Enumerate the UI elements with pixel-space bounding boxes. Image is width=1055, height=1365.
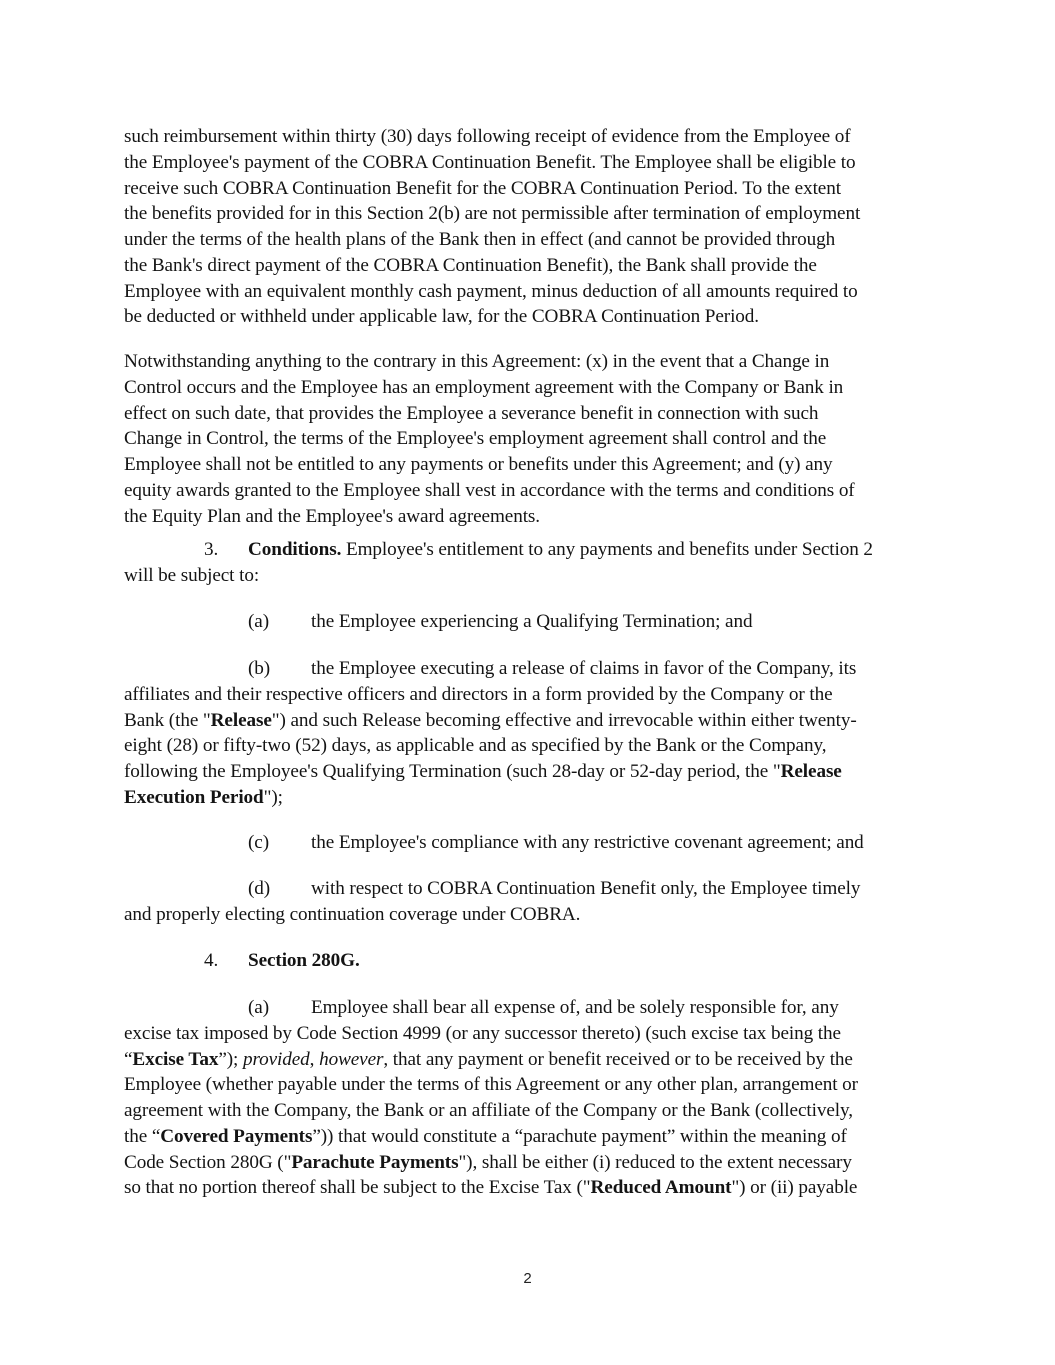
condition-item-b-line-1 xyxy=(124,656,944,682)
text-line: Change in Control, the terms of the Employee's employment agreement shall control and the xyxy=(124,428,827,450)
text-run: ”)) that would constitute a “parachute payment” within the meaning of xyxy=(312,1125,847,1147)
section-4-item-a-line-1 xyxy=(124,995,944,1021)
text-line: the Bank's direct payment of the COBRA Continuation Benefit), the Bank shall provide the xyxy=(124,254,817,276)
defined-term-excise-tax: Excise Tax xyxy=(132,1048,219,1070)
text-run: , that any payment or benefit received or to be received by the xyxy=(383,1048,853,1070)
defined-term-reduced-amount: Reduced Amount xyxy=(590,1177,732,1199)
condition-item-b-line-6 xyxy=(124,785,944,811)
indent xyxy=(124,997,248,1018)
section-4-number: 4. xyxy=(204,950,219,971)
text-line: will be subject to: xyxy=(124,564,260,586)
condition-item-a-line xyxy=(124,609,944,635)
section-3-title: Conditions. xyxy=(248,539,342,560)
item-text: the Employee's compliance with any restrictive covenant agreement; and xyxy=(311,832,864,853)
condition-item-b-line-3 xyxy=(124,708,944,734)
defined-term-parachute-payments: Parachute Payments xyxy=(291,1151,459,1173)
paragraph-notwithstanding xyxy=(124,349,944,529)
text-line: excise tax imposed by Code Section 4999 (or any successor thereto) (such excise tax being the xyxy=(124,1022,841,1044)
italic-however: however xyxy=(319,1048,384,1070)
condition-item-c xyxy=(124,830,944,856)
text-line: under the terms of the health plans of the Bank then in effect (and cannot be provided through xyxy=(124,229,836,250)
text-line: receive such COBRA Continuation Benefit for the COBRA Continuation Period. To the extent xyxy=(124,177,841,199)
text-line: Employee (whether payable under the terms of this Agreement or any other plan, arrangement or xyxy=(124,1074,858,1096)
section-4-item-a-line-8 xyxy=(124,1175,944,1201)
item-text: with respect to COBRA Continuation Benefit only, the Employee timely xyxy=(311,878,861,899)
text-line: eight (28) or fifty-two (52) days, as applicable and as specified by the Bank or the Company, xyxy=(124,735,827,757)
section-4-item-a xyxy=(124,995,944,1201)
text-line: and properly electing continuation coverage under COBRA. xyxy=(124,903,581,925)
text-run: ”); xyxy=(218,1048,243,1070)
text-line: the Employee's payment of the COBRA Continuation Benefit. The Employee shall be eligible to xyxy=(124,151,856,173)
item-label: (b) xyxy=(248,658,271,679)
text-run: , xyxy=(309,1048,320,1070)
text-line: Employee with an equivalent monthly cash payment, minus deduction of all amounts required to xyxy=(124,280,858,302)
condition-item-d xyxy=(124,876,944,928)
text-run: Bank (the " xyxy=(124,709,211,731)
defined-term-release-execution-period-part1: Release xyxy=(780,761,842,782)
section-3-number: 3. xyxy=(204,539,219,560)
indent xyxy=(124,832,248,853)
text-run: the “ xyxy=(124,1125,161,1147)
section-3-conditions xyxy=(124,537,944,589)
page-number: 2 xyxy=(523,1270,532,1287)
text-line: Employee shall not be entitled to any payments or benefits under this Agreement; and (y) any xyxy=(124,454,833,475)
indent xyxy=(124,878,248,899)
section-3-text: Employee's entitlement to any payments and benefits under Section 2 xyxy=(341,539,873,560)
item-label: (a) xyxy=(248,611,269,632)
text-line: equity awards granted to the Employee shall vest in accordance with the terms and conditions of xyxy=(124,479,855,501)
defined-term-release: Release xyxy=(210,709,272,731)
text-run: "), shall be either (i) reduced to the extent necessary xyxy=(458,1151,852,1173)
text-line: effect on such date, that provides the Employee a severance benefit in connection with such xyxy=(124,402,819,424)
text-line: Control occurs and the Employee has an employment agreement with the Company or Bank in xyxy=(124,376,844,398)
condition-item-d-line-1 xyxy=(124,876,944,902)
item-label: (c) xyxy=(248,832,269,853)
text-run: “ xyxy=(124,1048,133,1070)
italic-provided: provided xyxy=(242,1048,310,1070)
condition-item-c-line xyxy=(124,830,944,856)
item-text: Employee shall bear all expense of, and be solely responsible for, any xyxy=(311,997,839,1018)
text-line: the benefits provided for in this Section 2(b) are not permissible after termination of employment xyxy=(124,203,861,225)
defined-term-release-execution-period-part2: Execution Period xyxy=(124,786,264,808)
condition-item-b xyxy=(124,656,944,811)
text-run: following the Employee's Qualifying Termination (such 28-day or 52-day period, the " xyxy=(124,761,781,782)
item-label: (a) xyxy=(248,997,269,1018)
section-4-item-a-line-7 xyxy=(124,1150,944,1176)
section-4-item-a-line-3 xyxy=(124,1047,944,1073)
indent xyxy=(124,658,248,679)
text-run: Code Section 280G (" xyxy=(124,1151,292,1173)
text-run: "); xyxy=(263,786,283,808)
item-label: (d) xyxy=(248,878,271,899)
text-line: agreement with the Company, the Bank or an affiliate of the Company or the Bank (collectively, xyxy=(124,1100,853,1121)
defined-term-covered-payments: Covered Payments xyxy=(160,1125,313,1147)
text-line: the Equity Plan and the Employee's award agreements. xyxy=(124,505,540,527)
section-4-line xyxy=(124,948,944,974)
text-line: Notwithstanding anything to the contrary in this Agreement: (x) in the event that a Change in xyxy=(124,351,830,372)
text-run: ") or (ii) payable xyxy=(731,1177,858,1199)
text-run: so that no portion thereof shall be subject to the Excise Tax (" xyxy=(124,1177,591,1199)
text-line: such reimbursement within thirty (30) days following receipt of evidence from the Employee of xyxy=(124,126,851,147)
text-line: be deducted or withheld under applicable law, for the COBRA Continuation Period. xyxy=(124,306,759,328)
section-4-title: Section 280G. xyxy=(248,950,360,971)
section-4-280g xyxy=(124,948,944,974)
item-text: the Employee experiencing a Qualifying Termination; and xyxy=(311,611,753,632)
text-line: affiliates and their respective officers and directors in a form provided by the Company or the xyxy=(124,683,833,705)
item-text: the Employee executing a release of claims in favor of the Company, its xyxy=(311,658,857,679)
condition-item-a xyxy=(124,609,944,635)
section-4-item-a-line-6 xyxy=(124,1124,944,1150)
text-run: ") and such Release becoming effective and irrevocable within either twenty- xyxy=(271,709,857,731)
section-3-line-1 xyxy=(124,537,944,563)
indent xyxy=(124,611,248,632)
condition-item-b-line-5 xyxy=(124,759,944,785)
paragraph-cobra-reimbursement xyxy=(124,124,944,330)
